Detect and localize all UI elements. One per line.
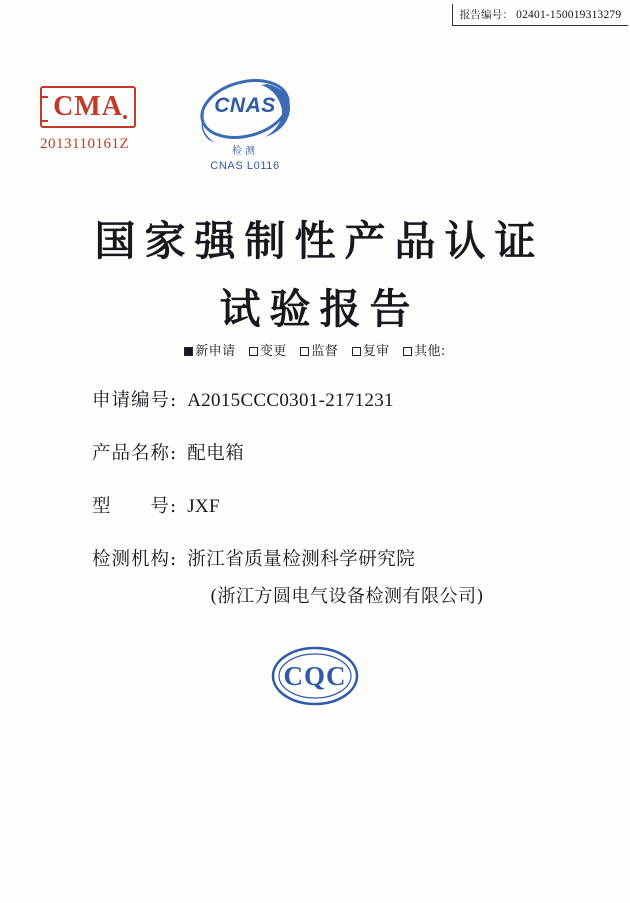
cma-icon: [40, 86, 136, 128]
checkbox-icon-new[interactable]: [184, 347, 193, 356]
checkbox-option-2[interactable]: [300, 340, 338, 359]
cma-dot: [123, 115, 127, 119]
field-label-application-no: 申请编号:: [92, 390, 178, 411]
field-value-application-no: A2015CCC0301-2171231: [187, 390, 394, 411]
cqc-icon: [269, 645, 361, 707]
report-number-value: 02401-150019313279: [516, 8, 622, 21]
checkbox-option-1[interactable]: [249, 340, 287, 359]
checkbox-icon-supervise[interactable]: [300, 347, 309, 356]
field-row-application-no: [92, 386, 562, 412]
checkbox-option-4[interactable]: [403, 340, 446, 359]
field-label-test-organization: 检测机构:: [92, 549, 178, 570]
field-row-product-name: [92, 439, 562, 465]
field-list: [92, 386, 562, 632]
field-row-model: [92, 492, 562, 518]
cnas-mark-group: [180, 78, 310, 172]
svg-text:CQC: CQC: [283, 661, 347, 691]
field-value-test-organization: 浙江省质量检测科学研究院: [187, 549, 416, 570]
field-value-product-name: 配电箱: [187, 443, 245, 464]
application-type-row: [0, 340, 630, 359]
checkbox-label-3: 复审: [362, 344, 390, 359]
cnas-sublabel: 检测: [232, 146, 258, 157]
checkbox-option-0[interactable]: [184, 340, 235, 359]
document-title-line2: 试验报告: [219, 285, 420, 333]
cma-mark-group: [40, 86, 170, 153]
cnas-label: CNAS: [214, 94, 276, 117]
cma-code: 2013110161Z: [40, 136, 130, 152]
cnas-icon: [191, 78, 299, 146]
checkbox-label-2: 监督: [311, 344, 339, 359]
report-number-box: [452, 4, 628, 26]
checkbox-icon-other[interactable]: [403, 347, 412, 356]
field-label-model: 型 号:: [92, 496, 178, 517]
checkbox-icon-change[interactable]: [249, 347, 258, 356]
cnas-code: CNAS L0116: [210, 160, 280, 172]
field-row-test-organization: [92, 545, 562, 571]
cqc-logo-icon: [269, 645, 361, 707]
field-label-product-name: 产品名称:: [92, 443, 178, 464]
cqc-mark-group: [0, 645, 630, 712]
checkbox-icon-review[interactable]: [352, 347, 361, 356]
field-value-test-organization-secondary: (浙江方圆电气设备检测有限公司): [210, 586, 485, 607]
checkbox-label-4: 其他:: [414, 344, 446, 359]
cma-label: CMA: [53, 91, 123, 122]
report-number-label: 报告编号：: [459, 9, 514, 21]
checkbox-option-3[interactable]: [352, 340, 390, 359]
checkbox-label-0: 新申请: [195, 344, 236, 359]
field-value-model: JXF: [187, 496, 220, 517]
checkbox-label-1: 变更: [260, 344, 287, 359]
document-title-line1: 国家强制性产品认证: [94, 217, 545, 265]
